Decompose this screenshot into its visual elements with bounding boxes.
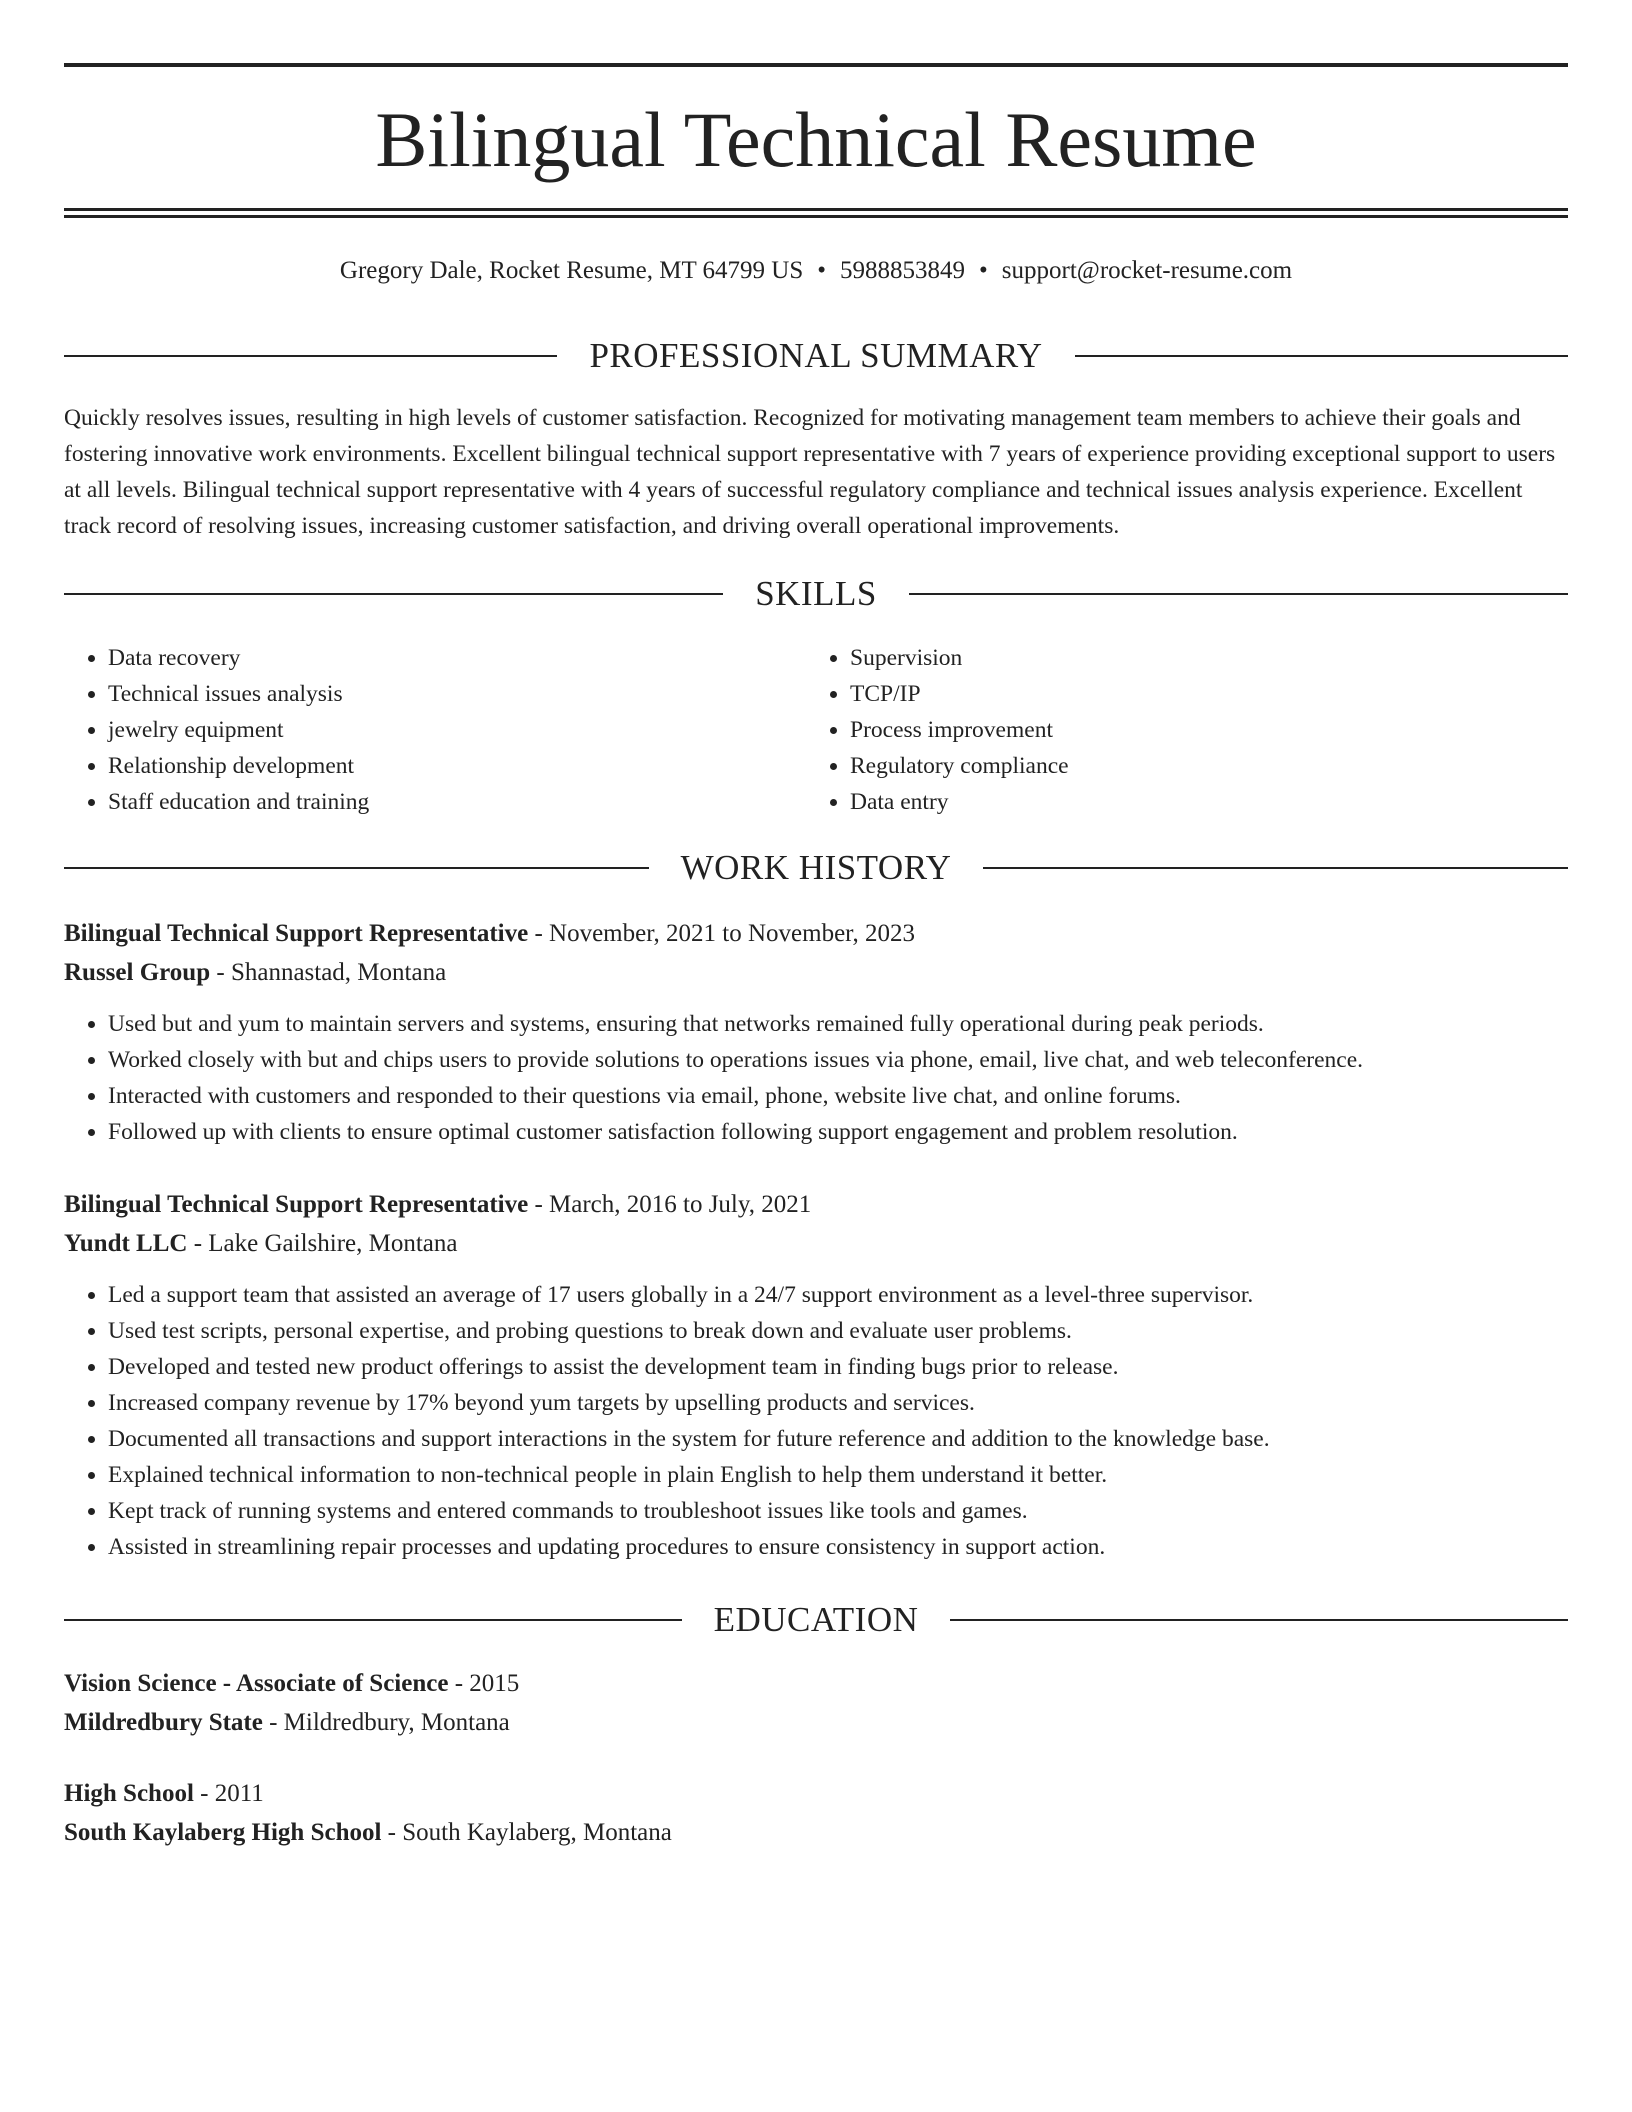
education-entry bbox=[64, 1664, 1568, 1742]
job-bullet: • Followed up with clients to ensure optimal customer satisfaction following support engagement and problem resolution. bbox=[108, 1114, 1568, 1150]
heading-rule bbox=[64, 593, 723, 595]
education-degree-line bbox=[64, 1664, 1568, 1703]
job-bullet: • Documented all transactions and support interactions in the system for future reference and addition to the knowledge base. bbox=[108, 1421, 1568, 1457]
job-dates: March, 2016 to July, 2021 bbox=[549, 1191, 812, 1218]
heading-rule bbox=[64, 1619, 682, 1621]
education-year: 2011 bbox=[214, 1780, 264, 1807]
contact-line bbox=[64, 255, 1568, 287]
job-bullets bbox=[64, 1006, 1568, 1150]
dash: - bbox=[528, 1191, 550, 1218]
skills-list-left bbox=[64, 640, 764, 820]
job-bullet: • Led a support team that assisted an average of 17 users globally in a 24/7 support environment as a level-three supervisor. bbox=[108, 1277, 1568, 1313]
job-title: Bilingual Technical Support Representative bbox=[64, 1191, 529, 1218]
section-heading-skills bbox=[64, 572, 1568, 616]
job-company-line bbox=[64, 1224, 1568, 1263]
education-entry bbox=[64, 1774, 1568, 1852]
job-title-line bbox=[64, 1185, 1568, 1224]
section-title-work: WORK HISTORY bbox=[680, 848, 952, 887]
heading-rule bbox=[64, 355, 557, 357]
dash: - bbox=[210, 959, 231, 986]
contact-phone: 5988853849 bbox=[840, 257, 966, 284]
skill-item: • Staff education and training bbox=[108, 784, 764, 820]
dash: - bbox=[528, 920, 550, 947]
education-location: South Kaylaberg, Montana bbox=[402, 1819, 672, 1846]
title-double-rule bbox=[64, 208, 1568, 218]
job-bullet: • Interacted with customers and responded to their questions via email, phone, website live chat, and online forums. bbox=[108, 1078, 1568, 1114]
education-degree: High School bbox=[64, 1780, 194, 1807]
job-bullet: • Explained technical information to non-technical people in plain English to help them understand it better. bbox=[108, 1457, 1568, 1493]
job-entry bbox=[64, 1185, 1568, 1565]
skill-item: • Process improvement bbox=[850, 712, 1506, 748]
job-entry bbox=[64, 914, 1568, 1150]
top-rule bbox=[64, 63, 1568, 67]
job-bullet: • Used but and yum to maintain servers and systems, ensuring that networks remained fully operational during peak periods. bbox=[108, 1006, 1568, 1042]
heading-rule bbox=[950, 1619, 1568, 1621]
job-bullet: • Kept track of running systems and entered commands to troubleshoot issues like tools and games. bbox=[108, 1493, 1568, 1529]
contact-separator: • bbox=[817, 257, 827, 284]
job-dates: November, 2021 to November, 2023 bbox=[549, 920, 915, 947]
job-location: Lake Gailshire, Montana bbox=[208, 1230, 458, 1257]
skill-item: • jewelry equipment bbox=[108, 712, 764, 748]
job-bullet: • Assisted in streamlining repair processes and updating procedures to ensure consistency in support action. bbox=[108, 1529, 1568, 1565]
skill-item: • Technical issues analysis bbox=[108, 676, 764, 712]
job-company: Yundt LLC bbox=[64, 1230, 188, 1257]
heading-rule bbox=[64, 867, 649, 869]
dash: - bbox=[193, 1780, 215, 1807]
job-company-line bbox=[64, 953, 1568, 992]
section-heading-work bbox=[64, 846, 1568, 890]
resume-title: Bilingual Technical Resume bbox=[375, 96, 1257, 183]
section-title-summary: PROFESSIONAL SUMMARY bbox=[589, 336, 1043, 375]
education-degree-line bbox=[64, 1774, 1568, 1813]
summary-text: Quickly resolves issues, resulting in high levels of customer satisfaction. Recognized for motivating management team members to achieve their goals and fostering innovative work environments. Excellent bilingual technical support representative with 7 years of experience providing exceptional support to users at all levels. Bilingual technical support representative with 4 years of successful regulatory compliance and technical issues analysis experience. Excellent track record of resolving issues, increasing customer satisfaction, and driving overall operational improvements. bbox=[64, 405, 1556, 539]
education-year: 2015 bbox=[469, 1670, 520, 1697]
skills-column-left bbox=[64, 640, 764, 820]
dash: - bbox=[448, 1670, 470, 1697]
job-bullet: • Used test scripts, personal expertise, and probing questions to break down and evaluate user problems. bbox=[108, 1313, 1568, 1349]
dash: - bbox=[187, 1230, 209, 1257]
heading-rule bbox=[1075, 355, 1568, 357]
heading-rule bbox=[909, 593, 1568, 595]
heading-rule bbox=[983, 867, 1568, 869]
skill-item: • Data recovery bbox=[108, 640, 764, 676]
dash: - bbox=[262, 1709, 284, 1736]
education-school: Mildredbury State bbox=[64, 1709, 263, 1736]
contact-email: support@rocket-resume.com bbox=[1001, 257, 1293, 284]
education-school: South Kaylaberg High School bbox=[64, 1819, 382, 1846]
job-title: Bilingual Technical Support Representative bbox=[64, 920, 529, 947]
job-location: Shannastad, Montana bbox=[230, 959, 447, 986]
job-bullets bbox=[64, 1277, 1568, 1565]
job-bullet: • Increased company revenue by 17% beyond yum targets by upselling products and services. bbox=[108, 1385, 1568, 1421]
education-school-line bbox=[64, 1813, 1568, 1852]
section-heading-education bbox=[64, 1598, 1568, 1642]
section-heading-summary bbox=[64, 334, 1568, 378]
job-company: Russel Group bbox=[64, 959, 211, 986]
job-title-line bbox=[64, 914, 1568, 953]
education-degree: Vision Science - Associate of Science bbox=[64, 1670, 449, 1697]
section-title-skills: SKILLS bbox=[755, 574, 877, 613]
contact-address: Gregory Dale, Rocket Resume, MT 64799 US bbox=[339, 257, 804, 284]
skills-list-right bbox=[806, 640, 1506, 820]
job-bullet: • Worked closely with but and chips users to provide solutions to operations issues via phone, email, live chat, and web teleconference. bbox=[108, 1042, 1568, 1078]
skill-item: • TCP/IP bbox=[850, 676, 1506, 712]
skills-column-right bbox=[806, 640, 1506, 820]
education-location: Mildredbury, Montana bbox=[283, 1709, 510, 1736]
skill-item: • Regulatory compliance bbox=[850, 748, 1506, 784]
skill-item: • Data entry bbox=[850, 784, 1506, 820]
contact-separator: • bbox=[979, 257, 988, 284]
skill-item: • Relationship development bbox=[108, 748, 764, 784]
section-title-education: EDUCATION bbox=[713, 1600, 919, 1639]
skill-item: • Supervision bbox=[850, 640, 1506, 676]
dash: - bbox=[381, 1819, 403, 1846]
education-school-line bbox=[64, 1703, 1568, 1742]
job-bullet: • Developed and tested new product offerings to assist the development team in finding bugs prior to release. bbox=[108, 1349, 1568, 1385]
